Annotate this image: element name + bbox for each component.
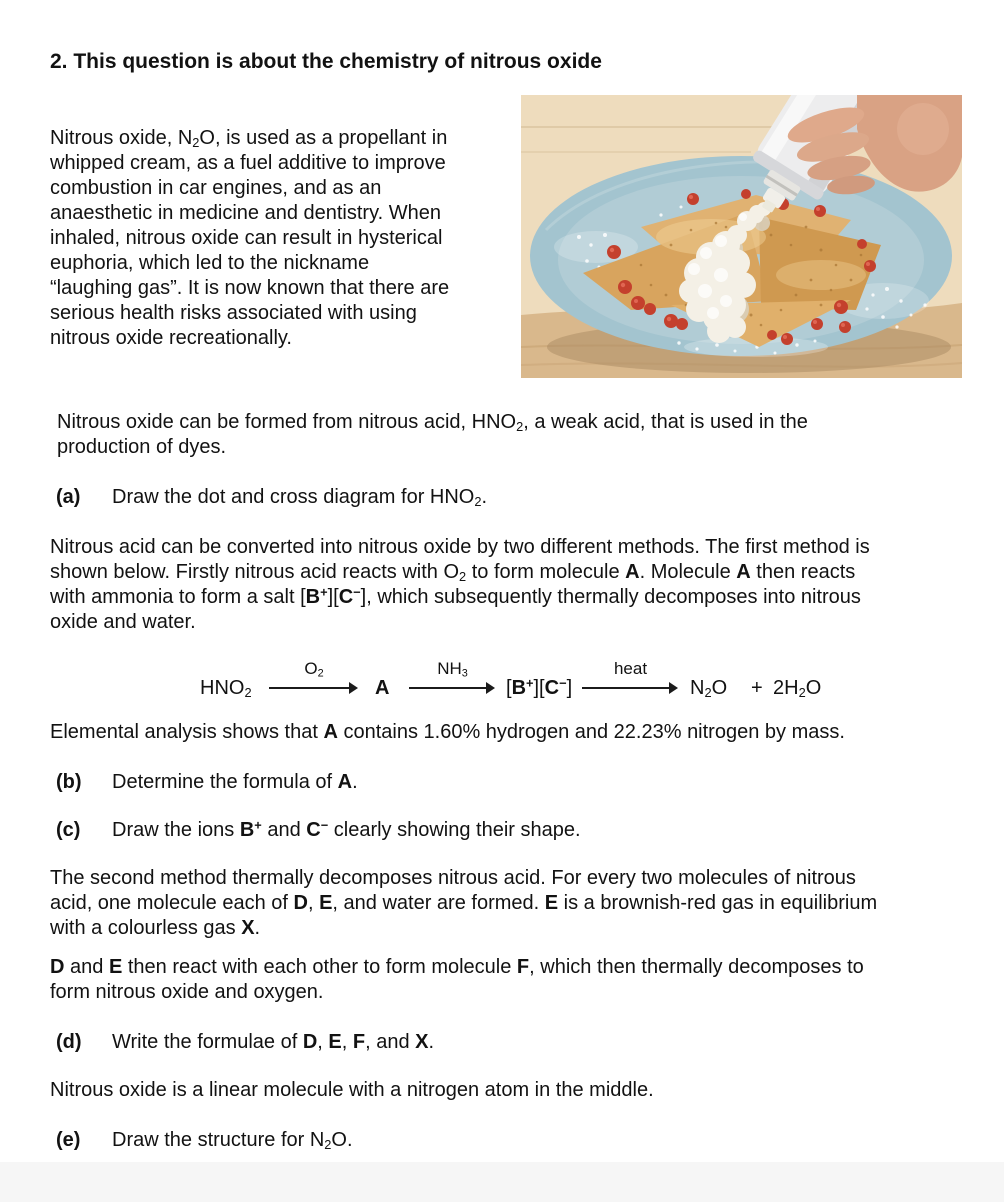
question-part-e [50, 1128, 958, 1153]
paragraph-linear-molecule: Nitrous oxide is a linear molecule with a nitrogen atom in the middle. [50, 1079, 654, 1101]
question-part-a [50, 485, 958, 510]
reaction-arrow-2 [409, 687, 487, 689]
scheme-product-water: $2H_2O$ [773, 677, 822, 700]
whipped-cream-pancakes-photo [521, 95, 962, 378]
part-d-label: (d) [56, 1031, 82, 1053]
paragraph-second-method: The second method thermally decomposes nitrous acid. For every two molecules of nitrous acid, one molecule each of D, E, and water are formed. E is a brownish-red gas in equilibrium with a colourless gas X. [50, 867, 878, 939]
question-part-b [50, 770, 958, 795]
reaction-arrow-3 [582, 687, 670, 689]
paragraph-elemental-analysis: Elemental analysis shows that A contains 1.60% hydrogen and 22.23% nitrogen by mass. [50, 721, 845, 743]
reaction-arrow-1 [269, 687, 350, 689]
part-a-text: Draw the dot and cross diagram for $HNO_2$. [112, 486, 488, 509]
scheme-step1-reagent: $O_2$ [304, 659, 324, 680]
reaction-scheme [50, 650, 958, 705]
part-e-text: Draw the structure for $N_2O$. [112, 1129, 353, 1152]
scheme-reactant: $HNO_2$ [200, 677, 252, 700]
part-d-text: Write the formulae of D, E, F, and X. [112, 1031, 435, 1053]
scheme-molecule-a: A [375, 677, 390, 699]
scheme-plus-sign: + [751, 677, 763, 699]
scheme-step2-reagent: $NH_3$ [437, 659, 468, 680]
intro-paragraph: Nitrous oxide, $N_2O$, is used as a propellant in whipped cream, as a fuel additive to improve combustion in car engines, and as an anaesthetic in medicine and dentistry. When inhaled, nitrous oxide can result in hysterical euphoria, which led to the nickname “laughing gas”. It is now known that there are serious health risks associated with using nitrous oxide recreationally. [50, 127, 450, 349]
question-part-c [50, 818, 958, 843]
scheme-step3-condition: heat [613, 659, 648, 678]
part-c-text: Draw the ions B+ and C− clearly showing their shape. [112, 817, 581, 841]
paragraph-d-and-e: D and E then react with each other to form molecule F, which then thermally decomposes to form nitrous oxide and oxygen. [50, 956, 864, 1003]
part-e-label: (e) [56, 1129, 81, 1151]
paragraph-nitrous-acid: Nitrous oxide can be formed from nitrous acid, $HNO_2$, a weak acid, that is used in the production of dyes. [57, 411, 808, 458]
scheme-salt: [B+][C−] [506, 675, 573, 699]
scheme-product-n2o: $N_2O$ [690, 677, 728, 700]
paragraph-first-method: Nitrous acid can be converted into nitrous oxide by two different methods. The first method is shown below. Firstly nitrous acid reacts with $O_2$ to form molecule A. Molecule A then reacts with ammonia to form a salt [B+][C−], which subsequently thermally decomposes into nitrous oxide and water. [50, 536, 870, 633]
part-c-label: (c) [56, 819, 81, 841]
question-body [50, 410, 958, 1153]
question-part-d [50, 1030, 958, 1055]
part-b-label: (b) [56, 771, 82, 793]
question-title: 2. This question is about the chemistry of nitrous oxide [50, 50, 602, 73]
part-a-label: (a) [56, 486, 81, 508]
part-b-text: Determine the formula of A. [112, 771, 358, 793]
page-bottom-band [0, 1162, 1004, 1202]
photo-illustration [521, 95, 962, 378]
